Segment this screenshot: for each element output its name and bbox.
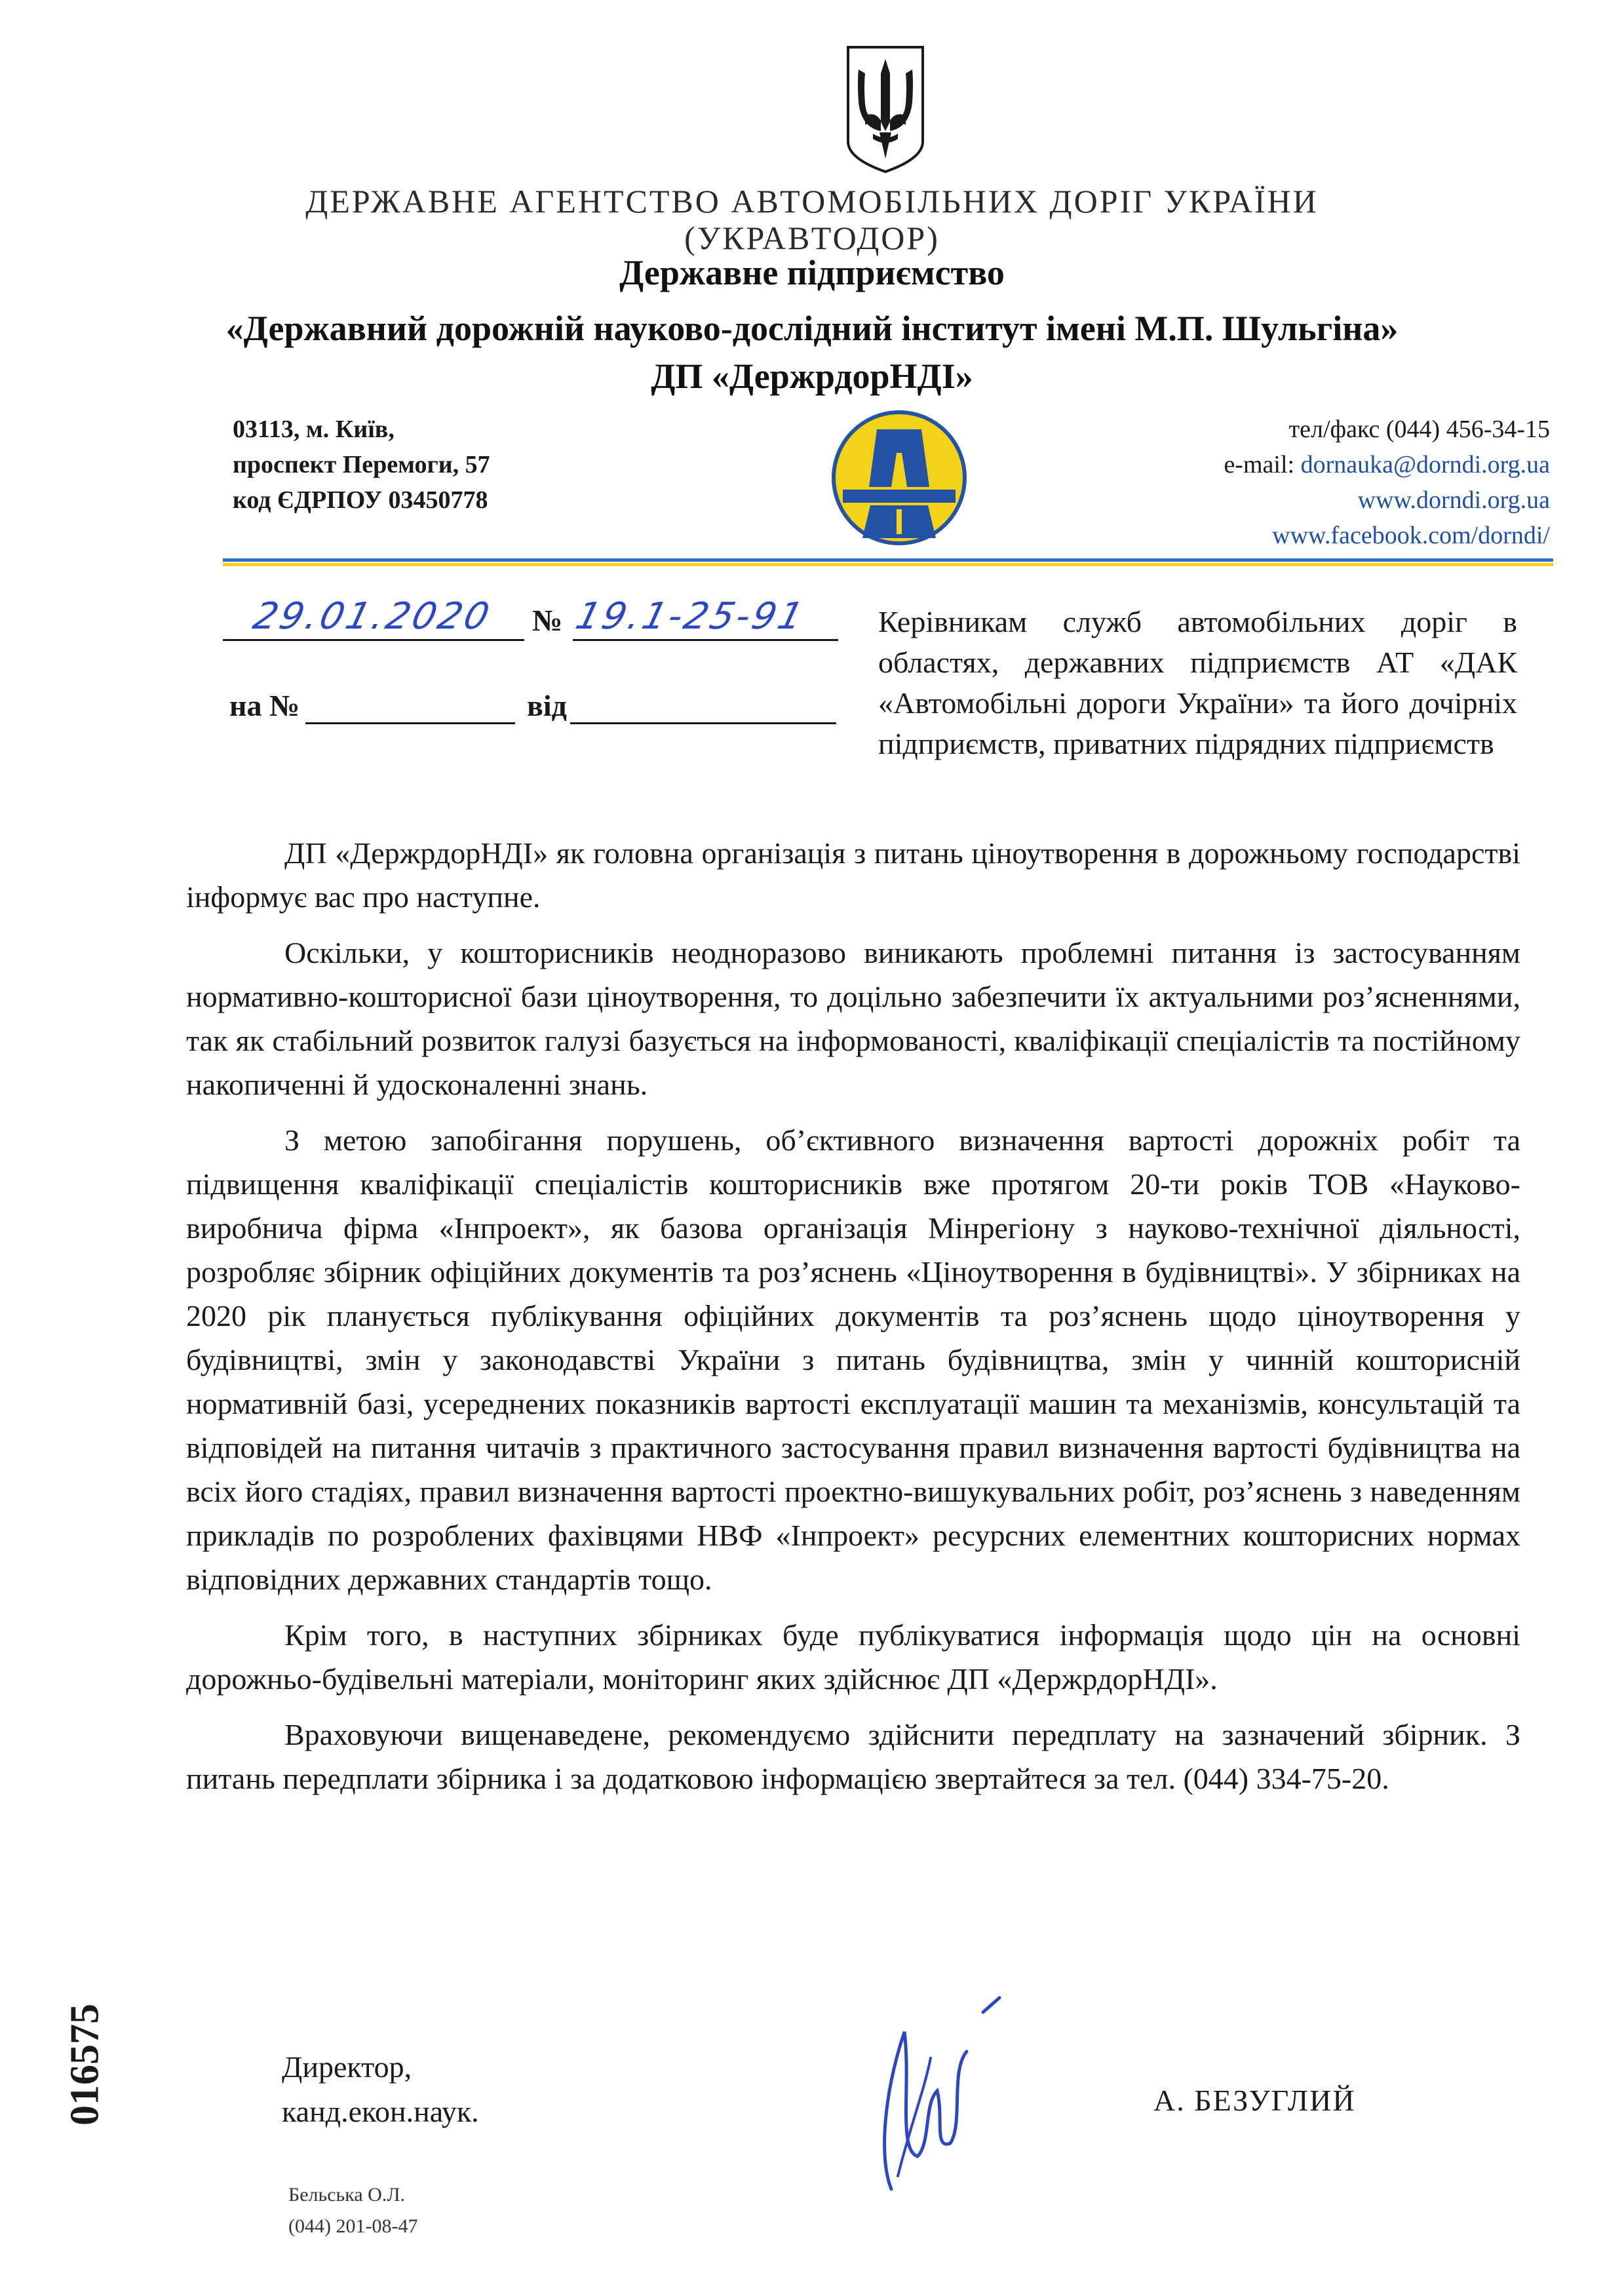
body-paragraph: З метою запобігання порушень, об’єктивного визначення вартості дорожніх робіт та підвищення кваліфікації спеціалістів кошторисників вже протягом 20-ти років ТОВ «Науково-виробнича фірма «Інпроект», як базова організація Мінрегіону з науково-технічної діяльності, розробляє збірник офіційних документів та роз’яснень «Ціноутворення в будівництві». У збірниках на 2020 рік планується публікування офіційних документів та роз’яснень щодо ціноутворення у будівництві, змін у законодавстві України з питань будівництва, змін у чинній кошторисній нормативній базі, усереднених показників вартості експлуатації машин та механізмів, консультацій та відповідей на питання читачів з практичного застосування правил визначення вартості будівництва на всіх його стадіях, правил визначення вартості проектно-вишукувальних робіт, роз’яснень з наведенням прикладів по розроблених фахівцями НВФ «Інпроект» ресурсних елементних кошторисних нормах відповідних державних стандартів тощо. <box>186 1123 1520 1596</box>
header-rule-blue <box>223 558 1553 562</box>
number-underline <box>573 639 838 641</box>
institute-short-name: ДП «ДержрдорНДІ» <box>651 357 973 396</box>
email-label: e-mail: <box>1224 451 1301 478</box>
side-number-text: 016575 <box>62 2004 107 2126</box>
executor-phone: (044) 201-08-47 <box>288 2215 418 2237</box>
institute-logo-icon <box>831 410 967 546</box>
contacts-block <box>1224 412 1550 553</box>
reply-number-line <box>305 722 515 724</box>
letter-number: 19.1-25-91 <box>571 595 810 638</box>
signatory-degree: канд.екон.наук. <box>282 2095 479 2128</box>
signatory-position: Директор, <box>282 2050 412 2084</box>
number-sign: № <box>532 604 563 637</box>
agency-name: ДЕРЖАВНЕ АГЕНТСТВО АВТОМОБІЛЬНИХ ДОРІГ УКРАЇНИ <box>305 183 1319 220</box>
reply-date-label: від <box>527 689 567 722</box>
registration-side-number <box>62 1934 108 2196</box>
reply-number-label: на № <box>229 689 300 722</box>
institute-name: «Державний дорожній науково-дослідний інститут імені М.П. Шульгіна» <box>225 309 1399 348</box>
signatory-name: А. БЕЗУГЛИЙ <box>1153 2084 1356 2117</box>
date-underline <box>223 639 524 641</box>
letter-date: 29.01.2020 <box>248 595 496 638</box>
agency-abbreviation: (УКРАВТОДОР) <box>684 220 940 256</box>
body-paragraph: Враховуючи вищенаведене, рекомендуємо здійснити передплату на зазначений збірник. З питань передплати збірника і за додатковою інформацією звертайтеся за тел. (044) 334-75-20. <box>186 1718 1520 1795</box>
header-rule-yellow <box>223 563 1553 566</box>
email-link[interactable]: dornauka@dorndi.org.ua <box>1300 451 1550 478</box>
postal-address <box>233 412 490 518</box>
executor-info <box>288 2179 417 2242</box>
signatory-title <box>282 2045 479 2134</box>
phone-fax: тел/факс (044) 456-34-15 <box>1288 416 1550 443</box>
address-city: 03113, м. Київ, <box>233 416 395 443</box>
body-paragraph: Крім того, в наступних збірниках буде публікуватися інформація щодо цін на основні дорожньо-будівельні матеріали, моніторинг яких здійснює ДП «ДержрдорНДІ». <box>186 1618 1520 1696</box>
email-row <box>1224 447 1550 482</box>
executor-name: Бельська О.Л. <box>288 2184 406 2206</box>
handwritten-signature <box>852 1993 1022 2202</box>
body-paragraph: ДП «ДержрдорНДІ» як головна організація з питань ціноутворення в дорожньому господарстві інформує вас про наступне. <box>186 836 1520 914</box>
coat-of-arms-icon <box>843 43 928 174</box>
reply-date-line <box>570 722 836 724</box>
letter-body <box>186 831 1520 1812</box>
edrpou-code: код ЄДРПОУ 03450778 <box>233 486 488 514</box>
addressee: Керівникам служб автомобільних доріг в областях, державних підприємств АТ «ДАК «Автомобільні дороги України» та його дочірніх підприємств, приватних підрядних підприємств <box>878 605 1517 760</box>
body-paragraph: Оскільки, у кошторисників неодноразово виникають проблемні питання із застосуванням нормативно-кошторисної бази ціноутворення, то доцільно забезпечити їх актуальними роз’ясненнями, так як стабільний розвиток галузі базується на інформованості, кваліфікації спеціалістів та постійному накопиченні й удосконаленні знань. <box>186 936 1520 1101</box>
website-link[interactable]: www.dorndi.org.ua <box>1357 486 1550 514</box>
enterprise-type: Державне підприємство <box>619 253 1005 292</box>
facebook-link[interactable]: www.facebook.com/dorndi/ <box>1272 522 1550 549</box>
address-street: проспект Перемоги, 57 <box>233 451 490 478</box>
